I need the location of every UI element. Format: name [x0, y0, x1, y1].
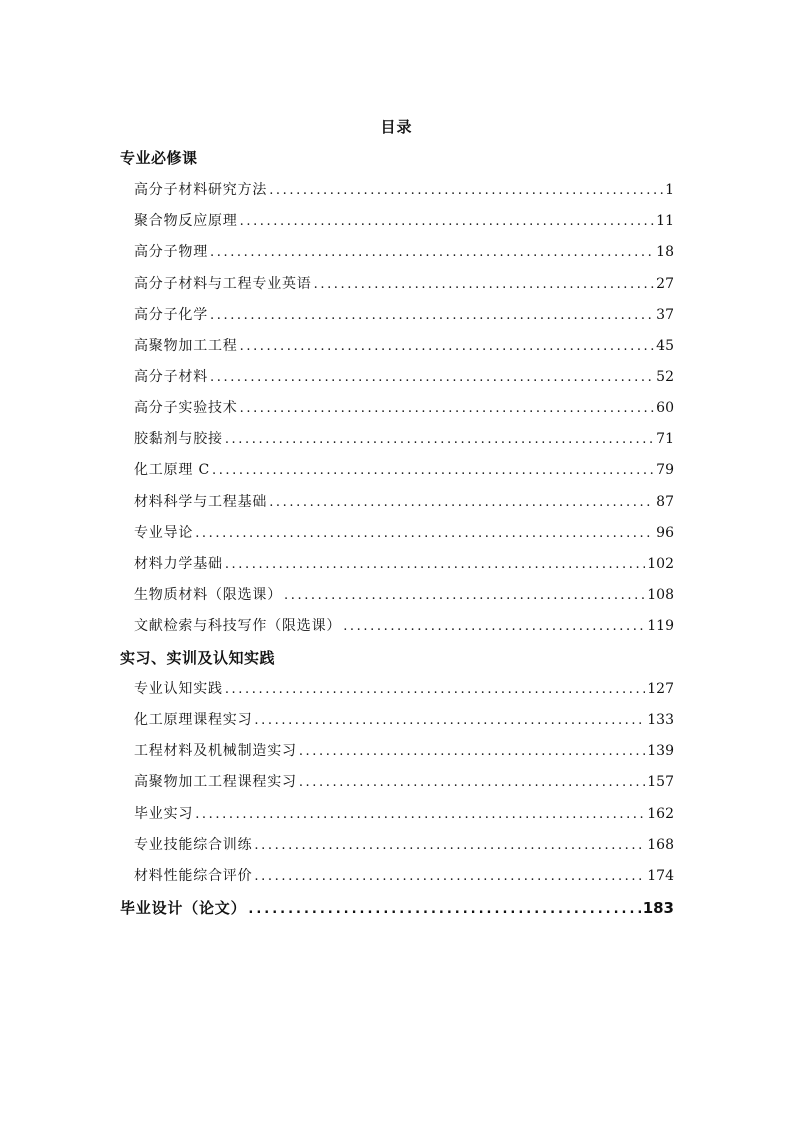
toc-entry-label: 高聚物加工工程	[134, 338, 238, 354]
toc-entry-page: 157	[647, 774, 674, 790]
toc-entry-label: 材料科学与工程基础	[134, 494, 268, 510]
toc-entry-thesis[interactable]	[120, 897, 674, 919]
toc-entry-label: 材料力学基础	[134, 556, 223, 572]
toc-title: 目录	[380, 118, 413, 136]
toc-entry-label: 专业导论	[134, 525, 194, 541]
dot-leader	[269, 180, 663, 202]
toc-entry[interactable]	[134, 553, 674, 575]
dot-leader	[240, 211, 655, 233]
toc-entry-label: 材料性能综合评价	[134, 868, 253, 884]
dot-leader	[212, 460, 654, 482]
toc-entry-page: 139	[647, 743, 674, 759]
dot-leader	[284, 585, 645, 607]
toc-entry[interactable]	[134, 678, 674, 700]
toc-entry-label: 专业技能综合训练	[134, 837, 253, 853]
toc-entry-label: 高分子材料与工程专业英语	[134, 276, 312, 292]
toc-entry-label: 毕业设计（论文）	[120, 899, 247, 917]
dot-leader	[240, 336, 655, 358]
toc-entry-page: 79	[656, 462, 674, 478]
toc-entry[interactable]	[134, 304, 674, 326]
toc-entry-page: 168	[647, 837, 674, 853]
toc-entry-page: 11	[656, 213, 674, 229]
toc-entry[interactable]	[134, 366, 674, 388]
toc-entry-label: 文献检索与科技写作（限选课）	[134, 618, 342, 634]
toc-entry[interactable]	[134, 803, 674, 825]
dot-leader	[225, 554, 645, 576]
toc-entry-label: 高分子化学	[134, 307, 208, 323]
toc-entry[interactable]	[134, 273, 674, 295]
toc-entry-page: 18	[656, 244, 674, 260]
toc-entry-page: 119	[647, 618, 674, 634]
dot-leader	[210, 305, 654, 327]
toc-entry-page: 127	[647, 681, 674, 697]
toc-entry-page: 1	[665, 182, 674, 198]
toc-entry[interactable]	[134, 709, 674, 731]
toc-entry[interactable]	[134, 397, 674, 419]
toc-entry[interactable]	[134, 491, 674, 513]
toc-entry-page: 162	[647, 806, 674, 822]
dot-leader	[195, 804, 645, 826]
toc-entry-page: 87	[656, 494, 674, 510]
toc-entry[interactable]	[134, 740, 674, 762]
toc-entry[interactable]	[134, 210, 674, 232]
dot-leader	[248, 899, 640, 921]
toc-entry-label: 化工原理 C	[134, 462, 210, 478]
toc-entry-page: 174	[647, 868, 674, 884]
dot-leader	[210, 242, 654, 264]
toc-entry-label: 工程材料及机械制造实习	[134, 743, 297, 759]
toc-entry[interactable]	[134, 459, 674, 481]
toc-entry-label: 高分子实验技术	[134, 400, 238, 416]
toc-entry[interactable]	[134, 179, 674, 201]
toc-entry[interactable]	[134, 428, 674, 450]
toc-entry-page: 27	[656, 276, 674, 292]
toc-entry-label: 生物质材料（限选课）	[134, 587, 282, 603]
dot-leader	[254, 866, 645, 888]
toc-entry[interactable]	[134, 834, 674, 856]
toc-entry-page: 45	[656, 338, 674, 354]
toc-entry-label: 化工原理课程实习	[134, 712, 253, 728]
toc-entry-page: 102	[647, 556, 674, 572]
dot-leader	[299, 772, 645, 794]
toc-entry-label: 毕业实习	[134, 806, 194, 822]
toc-entry-page: 108	[647, 587, 674, 603]
toc-entry-page: 71	[656, 431, 674, 447]
toc-entry[interactable]	[134, 584, 674, 606]
toc-entry[interactable]	[134, 335, 674, 357]
toc-entry-label: 专业认知实践	[134, 681, 223, 697]
toc-entry[interactable]	[134, 241, 674, 263]
toc-entry-label: 胶黏剂与胶接	[134, 431, 223, 447]
toc-entry[interactable]	[134, 771, 674, 793]
dot-leader	[343, 616, 645, 638]
dot-leader	[254, 710, 645, 732]
dot-leader	[269, 492, 654, 514]
dot-leader	[195, 523, 654, 545]
dot-leader	[210, 367, 654, 389]
toc-entry-page: 60	[656, 400, 674, 416]
section-heading-required-courses: 专业必修课	[120, 149, 198, 167]
toc-entry-label: 聚合物反应原理	[134, 213, 238, 229]
dot-leader	[314, 274, 655, 296]
toc-entry-page: 133	[647, 712, 674, 728]
dot-leader	[225, 679, 645, 701]
toc-entry-label: 高分子物理	[134, 244, 208, 260]
dot-leader	[299, 741, 645, 763]
toc-entry-page: 183	[642, 899, 674, 917]
toc-entry[interactable]	[134, 865, 674, 887]
toc-entry-page: 52	[656, 369, 674, 385]
toc-entry-label: 高分子材料	[134, 369, 208, 385]
toc-entry-page: 96	[656, 525, 674, 541]
dot-leader	[225, 429, 654, 451]
section-heading-internships: 实习、实训及认知实践	[120, 649, 276, 667]
toc-entry[interactable]	[134, 522, 674, 544]
toc-entry-label: 高分子材料研究方法	[134, 182, 268, 198]
toc-entry[interactable]	[134, 615, 674, 637]
toc-entry-page: 37	[656, 307, 674, 323]
dot-leader	[254, 835, 645, 857]
dot-leader	[240, 398, 655, 420]
toc-entry-label: 高聚物加工工程课程实习	[134, 774, 297, 790]
